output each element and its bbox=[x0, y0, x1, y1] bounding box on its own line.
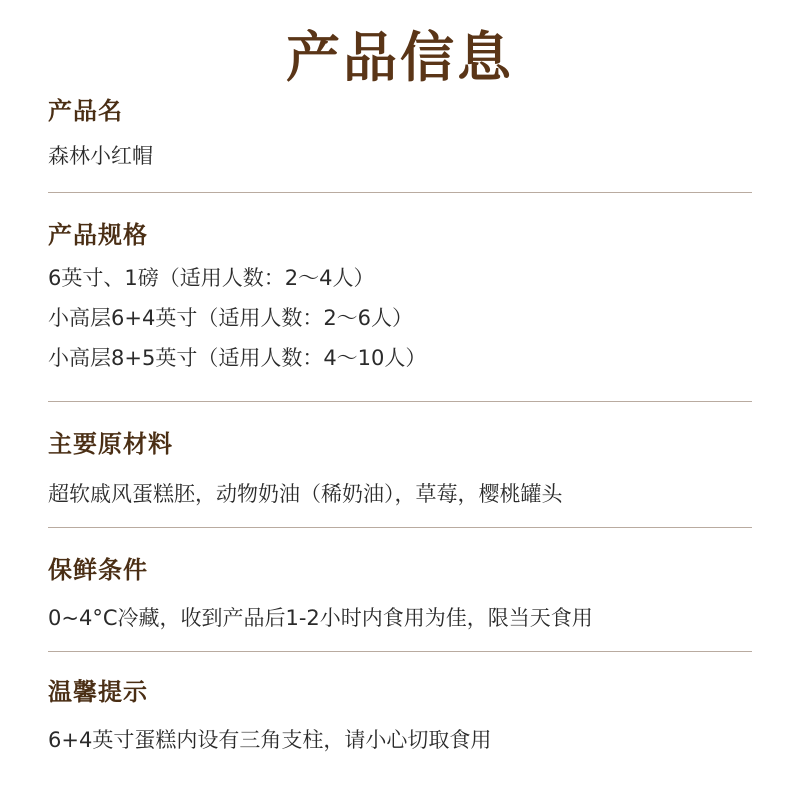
spec-line: 小高层6+4英寸（适用人数：2～6人） bbox=[48, 306, 414, 330]
divider bbox=[48, 527, 752, 528]
divider bbox=[48, 401, 752, 402]
divider bbox=[48, 192, 752, 193]
section-product-name bbox=[48, 94, 752, 176]
section-tips bbox=[48, 675, 752, 760]
spec-line: 6英寸、1磅（适用人数：2～4人） bbox=[48, 266, 375, 290]
spec-line: 小高层8+5英寸（适用人数：4～10人） bbox=[48, 346, 427, 370]
divider bbox=[48, 651, 752, 652]
section-product-spec bbox=[48, 218, 752, 378]
section-heading: 保鲜条件 bbox=[48, 556, 148, 584]
storage-text: 0~4°C冷藏，收到产品后1-2小时内食用为佳，限当天食用 bbox=[48, 606, 593, 630]
section-ingredients bbox=[48, 427, 752, 514]
section-heading: 产品名 bbox=[48, 97, 123, 125]
section-storage bbox=[48, 553, 752, 638]
tips-text: 6+4英寸蛋糕内设有三角支柱，请小心切取食用 bbox=[48, 728, 492, 752]
ingredients-text: 超软戚风蛋糕胚，动物奶油（稀奶油），草莓，樱桃罐头 bbox=[48, 482, 563, 506]
page-title: 产品信息 bbox=[286, 26, 514, 89]
section-heading: 温馨提示 bbox=[48, 678, 148, 706]
section-heading: 主要原材料 bbox=[48, 430, 173, 458]
section-heading: 产品规格 bbox=[48, 221, 148, 249]
product-name-text: 森林小红帽 bbox=[48, 144, 153, 168]
